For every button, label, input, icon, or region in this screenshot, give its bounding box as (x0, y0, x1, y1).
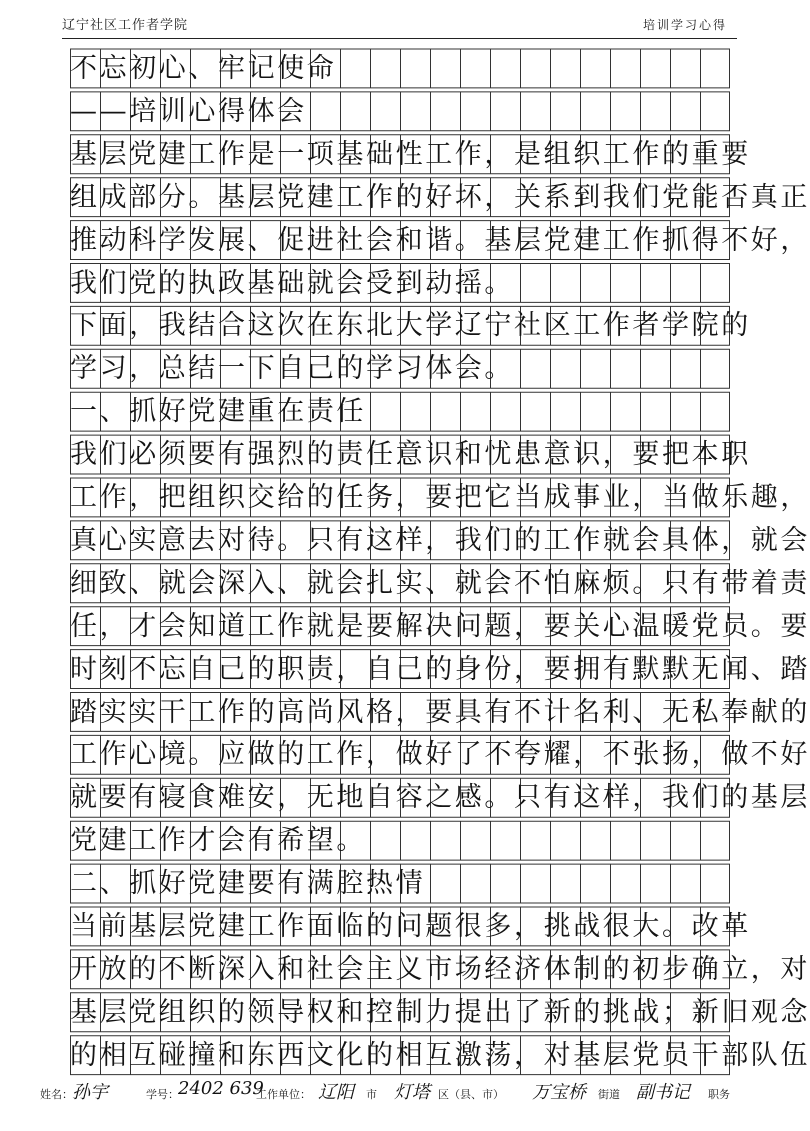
text-line: 一、抓好党建重在责任 (70, 396, 366, 428)
text-line: 细致、就会深入、就会扎实、就会不怕麻烦。只有带着责 (70, 567, 810, 599)
name-value: 孙宇 (72, 1082, 108, 1103)
id-value: 2402 639 (178, 1078, 264, 1099)
district-value: 灯塔 (394, 1082, 430, 1103)
text-line: 就要有寝食难安，无地自容之感。只有这样，我们的基层 (70, 782, 810, 814)
unit-label: 工作单位： (256, 1088, 311, 1101)
text-line: 下面，我结合这次在东北大学辽宁社区工作者学院的 (70, 310, 751, 342)
text-line: 我们必须要有强烈的责任意识和忧患意识，要把本职 (70, 439, 751, 471)
id-label: 学号： (146, 1088, 179, 1101)
text-line: ——培训心得体会 (70, 95, 307, 127)
text-line: 工作心境。应做的工作，做好了不夸耀，不张扬，做不好 (70, 739, 810, 771)
text-line: 的相互碰撞和东西文化的相互激荡，对基层党员干部队伍 (70, 1039, 810, 1071)
text-line: 学习，总结一下自己的学习体会。 (70, 353, 514, 385)
document-type: 培训学习心得 (642, 18, 727, 32)
street-suffix: 街道 (598, 1088, 620, 1101)
text-line: 基层党组织的领导权和控制力提出了新的挑战；新旧观念 (70, 996, 810, 1028)
text-line: 踏实实干工作的高尚风格，要具有不计名利、无私奉献的 (70, 696, 810, 728)
header-rule (62, 38, 737, 39)
text-line: 工作，把组织交给的任务，要把它当成事业，当做乐趣， (70, 482, 810, 513)
page-header (0, 0, 799, 44)
text-line: 推动科学发展、促进社会和谐。基层党建工作抓得不好， (70, 224, 810, 256)
title-value: 副书记 (636, 1082, 690, 1103)
text-line: 开放的不断深入和社会主义市场经济体制的初步确立，对 (70, 953, 810, 985)
title-suffix: 职务 (708, 1088, 730, 1101)
text-line: 党建工作才会有希望。 (70, 825, 366, 857)
writing-grid (70, 46, 810, 1076)
text-line: 不忘初心、牢记使命 (70, 53, 337, 84)
name-label: 姓名： (40, 1088, 73, 1101)
text-line: 任，才会知道工作就是要解决问题，要关心温暖党员。要 (70, 610, 810, 642)
district-suffix: 区（县、市） (438, 1088, 504, 1101)
text-line: 真心实意去对待。只有这样，我们的工作就会具体，就会 (70, 524, 810, 556)
text-line: 二、抓好党建要有满腔热情 (70, 868, 426, 900)
city-suffix: 市 (366, 1088, 377, 1101)
city-value: 辽阳 (318, 1082, 354, 1103)
text-line: 组成部分。基层党建工作的好坏，关系到我们党能否真正 (70, 181, 810, 213)
text-line: 当前基层党建工作面临的问题很多，挑战很大。改革 (70, 911, 751, 942)
street-value: 万宝桥 (532, 1082, 586, 1103)
institution-name: 辽宁社区工作者学院 (62, 18, 189, 33)
signature-footer (40, 1072, 760, 1106)
text-line: 我们党的执政基础就会受到动摇。 (70, 267, 514, 299)
text-line: 时刻不忘自己的职责，自己的身份，要拥有默默无闻、踏 (70, 653, 810, 685)
text-line: 基层党建工作是一项基础性工作，是组织工作的重要 (70, 138, 751, 170)
